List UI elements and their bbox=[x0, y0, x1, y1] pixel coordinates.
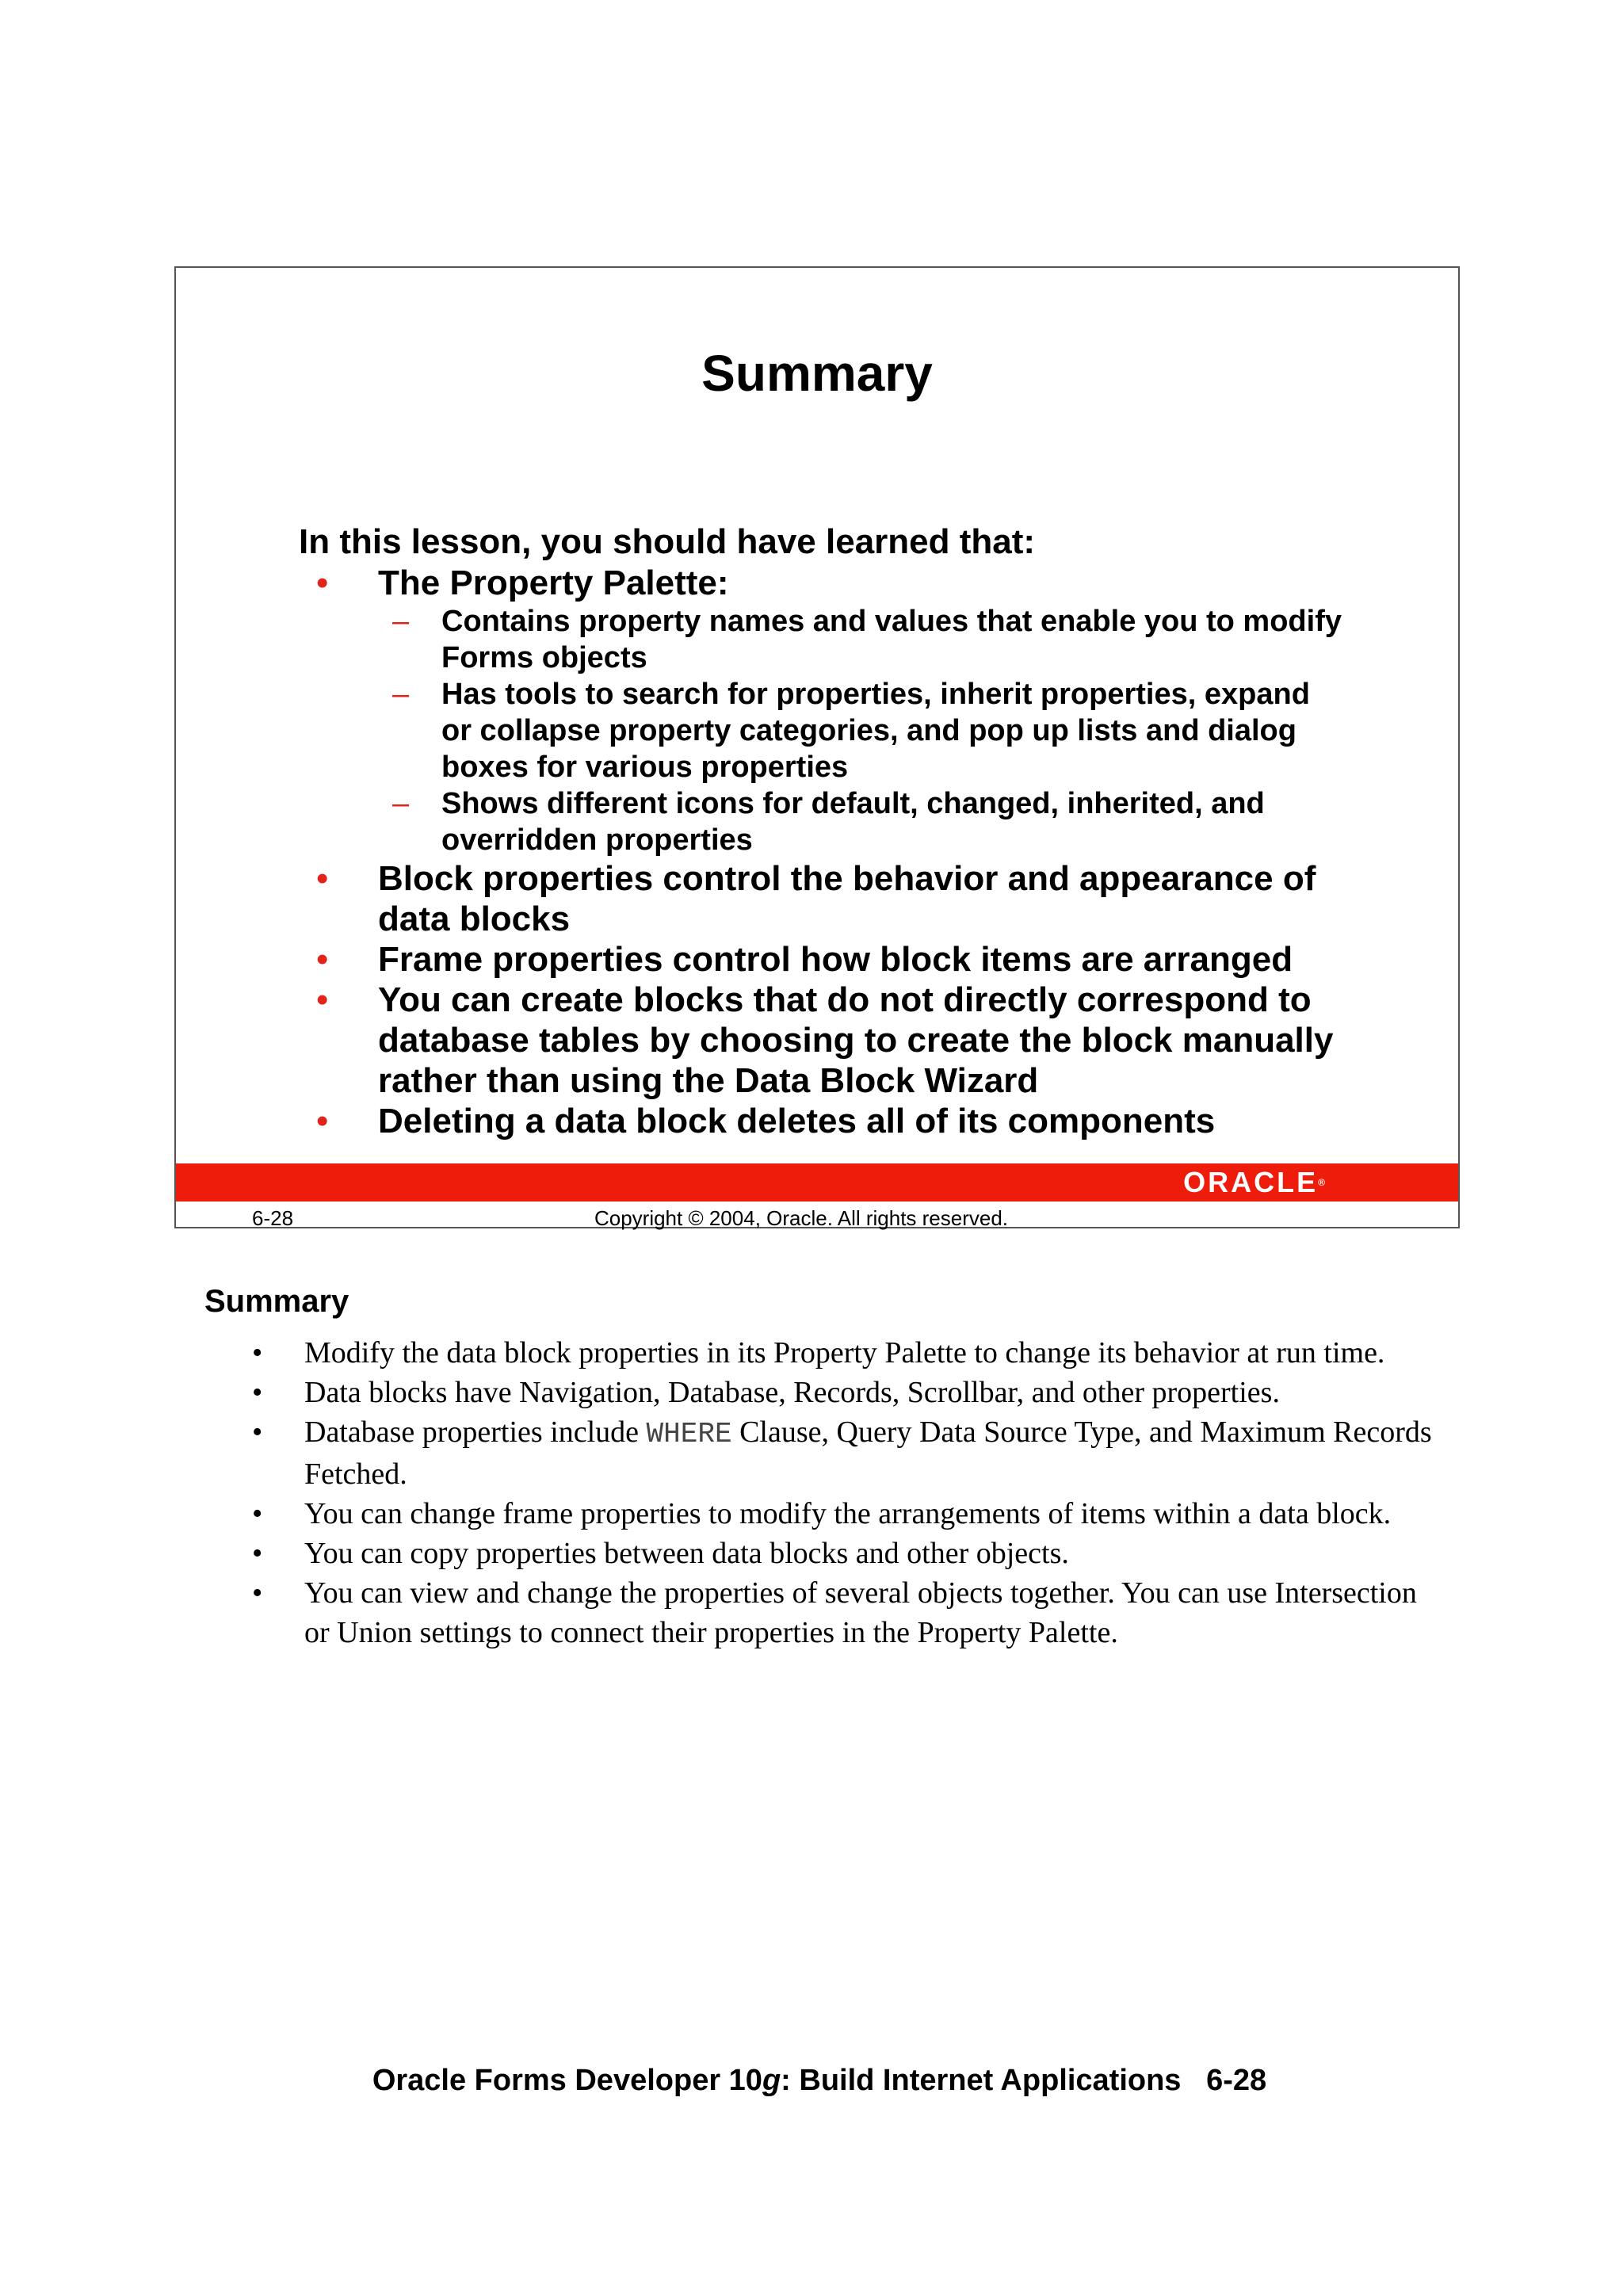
notes-item-text: You can view and change the properties of several objects together. You can use Intersection or Union settings to connect their properties in the Property Palette. bbox=[304, 1576, 1417, 1649]
dash-icon: – bbox=[392, 678, 410, 711]
page-number: 6-28 bbox=[1206, 2064, 1267, 2097]
dash-icon: – bbox=[392, 605, 410, 638]
notes-item-text-after: Clause, Query Data Source Type, and Maximum Records Fetched. bbox=[304, 1415, 1432, 1491]
slide-bullet bbox=[299, 858, 1345, 939]
slide-sub-bullet-text: Shows different icons for default, changed, inherited, and overridden properties bbox=[441, 787, 1265, 857]
bullet-icon: • bbox=[252, 1376, 263, 1409]
notes-item bbox=[252, 1333, 1441, 1373]
bullet-icon: • bbox=[316, 563, 329, 602]
course-title-suffix: : Build Internet Applications bbox=[781, 2064, 1182, 2097]
bullet-icon: • bbox=[252, 1415, 263, 1449]
slide-sub-bullet-text: Has tools to search for properties, inherit properties, expand or collapse property categories, and pop up lists and dialog boxes for various properties bbox=[441, 678, 1310, 784]
bullet-icon: • bbox=[316, 859, 329, 898]
oracle-logo bbox=[1183, 1166, 1325, 1198]
notes-item bbox=[252, 1573, 1441, 1652]
slide-bullet-text: The Property Palette: bbox=[378, 563, 729, 602]
notes-item-text: You can change frame properties to modify the arrangements of items within a data block. bbox=[304, 1497, 1392, 1530]
notes-item bbox=[252, 1494, 1441, 1534]
slide-bullet-text: Block properties control the behavior and appearance of data blocks bbox=[378, 859, 1316, 938]
notes-item bbox=[252, 1412, 1441, 1494]
registered-mark: ® bbox=[1318, 1177, 1325, 1188]
bullet-icon: • bbox=[252, 1336, 263, 1370]
slide-title: Summary bbox=[701, 345, 933, 402]
course-title-prefix: Oracle Forms Developer 10 bbox=[372, 2064, 762, 2097]
slide-bullet-text: Deleting a data block deletes all of its components bbox=[378, 1102, 1216, 1140]
dash-icon: – bbox=[392, 787, 410, 820]
bullet-icon: • bbox=[316, 980, 329, 1019]
bullet-icon: • bbox=[316, 940, 329, 979]
bullet-icon: • bbox=[316, 1102, 329, 1140]
code-keyword: WHERE bbox=[646, 1418, 732, 1450]
oracle-logo-text: ORACLE bbox=[1183, 1166, 1319, 1198]
notes-item-text-before: Database properties include bbox=[304, 1415, 647, 1449]
slide-bullet bbox=[299, 980, 1345, 1101]
slide-intro: In this lesson, you should have learned that: bbox=[299, 522, 1036, 561]
slide-copyright: Copyright © 2004, Oracle. All rights reserved. bbox=[594, 1206, 1009, 1230]
notes-item-text: You can copy properties between data blocks and other objects. bbox=[304, 1537, 1069, 1570]
slide-bullet-text: Frame properties control how block items are arranged bbox=[378, 940, 1293, 979]
slide-bullet-text: You can create blocks that do not directly correspond to database tables by choosing to create the block manually rather than using the Data Block Wizard bbox=[378, 980, 1334, 1100]
oracle-red-bar bbox=[176, 1163, 1458, 1201]
notes-item-text: Modify the data block properties in its Property Palette to change its behavior at run time. bbox=[304, 1336, 1385, 1370]
notes-item bbox=[252, 1534, 1441, 1573]
slide-bullet bbox=[299, 1101, 1345, 1141]
slide-page-number: 6-28 bbox=[252, 1206, 294, 1230]
slide-sub-bullet bbox=[299, 603, 1345, 676]
notes-item bbox=[252, 1373, 1441, 1412]
slide-frame bbox=[174, 266, 1460, 1228]
slide-sub-bullet bbox=[299, 785, 1345, 858]
slide-sub-bullet bbox=[299, 676, 1345, 785]
notes-title: Summary bbox=[204, 1284, 349, 1319]
page-footer bbox=[0, 2064, 1623, 2098]
notes-item-text: Data blocks have Navigation, Database, Records, Scrollbar, and other properties. bbox=[304, 1376, 1280, 1409]
notes-list bbox=[252, 1333, 1441, 1652]
slide-bullet-list bbox=[299, 563, 1345, 1141]
course-title-g: g bbox=[762, 2064, 781, 2097]
bullet-icon: • bbox=[252, 1497, 263, 1530]
slide-bullet bbox=[299, 563, 1345, 603]
bullet-icon: • bbox=[252, 1537, 263, 1570]
slide-bullet bbox=[299, 939, 1345, 980]
slide-sub-bullet-text: Contains property names and values that enable you to modify Forms objects bbox=[441, 605, 1342, 674]
bullet-icon: • bbox=[252, 1576, 263, 1610]
